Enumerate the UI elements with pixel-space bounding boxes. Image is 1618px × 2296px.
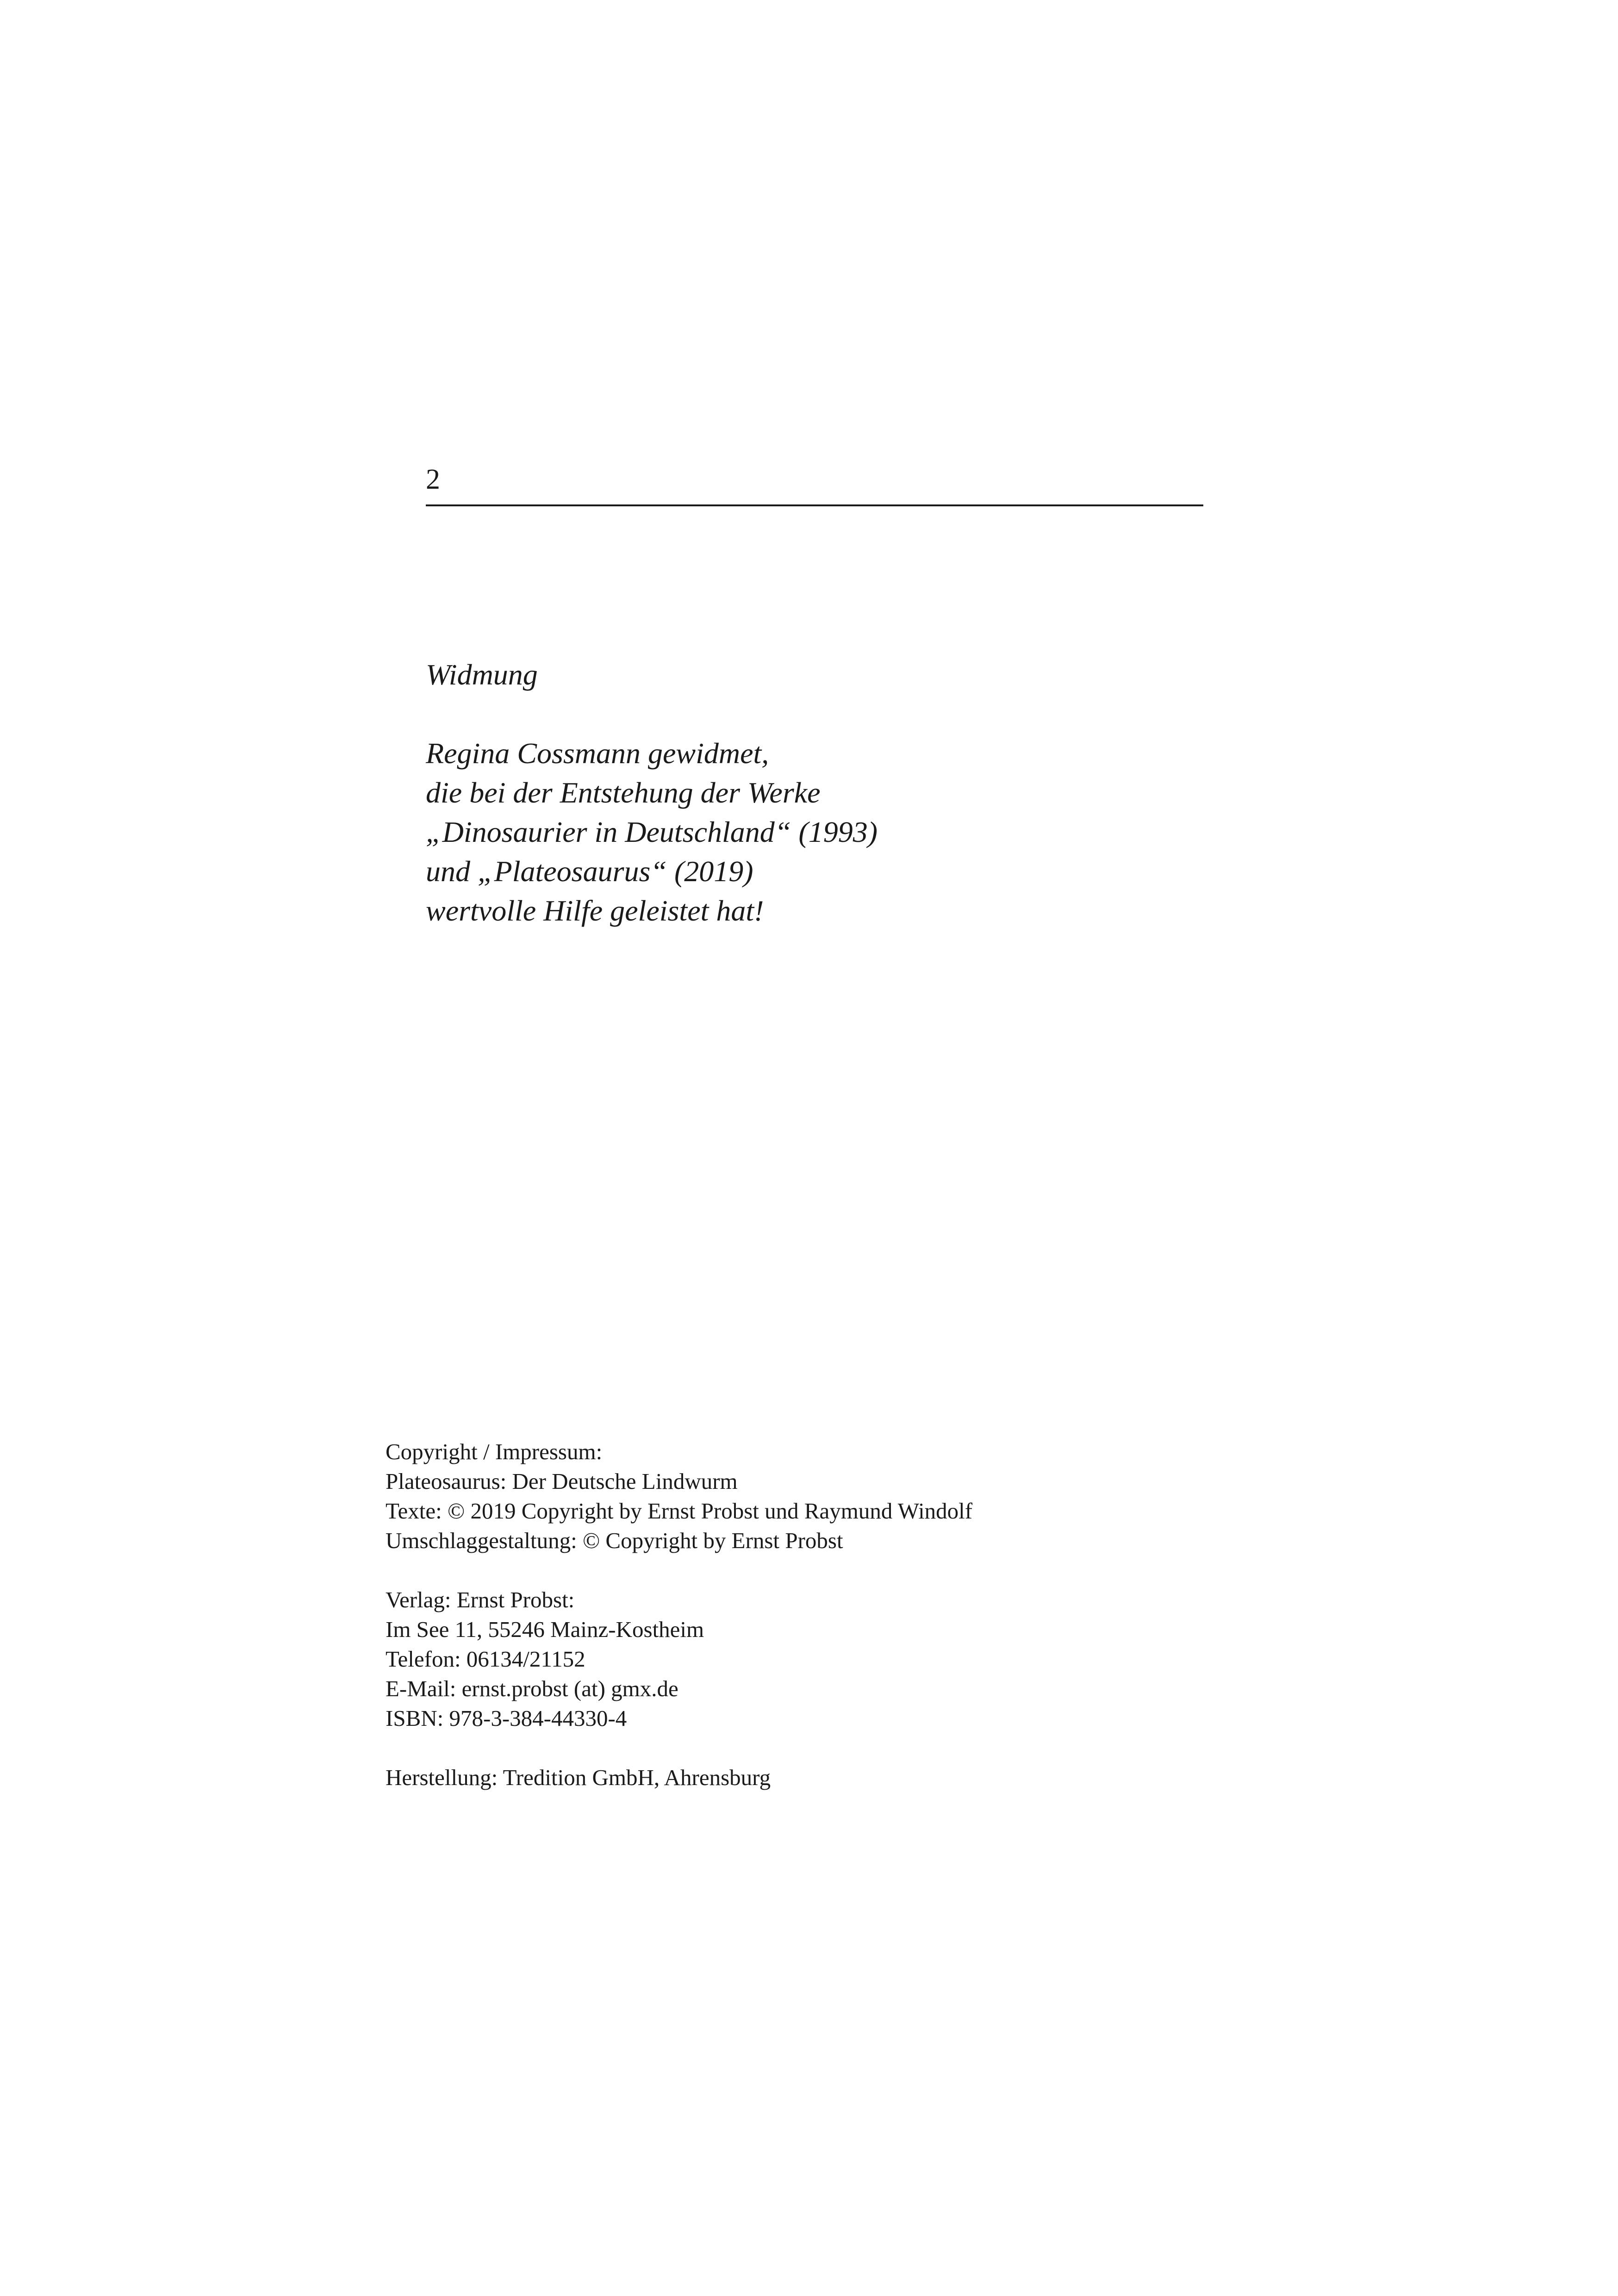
page-number: 2 [426, 464, 440, 495]
cover-copyright: Umschlaggestaltung: © Copyright by Ernst Probst [386, 1528, 843, 1553]
dedication-line: die bei der Entstehung der Werke [426, 776, 821, 809]
dedication-line: wertvolle Hilfe geleistet hat! [426, 894, 764, 927]
dedication-line: Regina Cossmann gewidmet, [426, 737, 769, 770]
isbn: ISBN: 978-3-384-44330-4 [386, 1705, 627, 1731]
imprint-block [386, 1437, 972, 1792]
dedication-block [426, 655, 877, 930]
publisher-phone: Telefon: 06134/21152 [386, 1646, 585, 1672]
dedication-line: „Dinosaurier in Deutschland“ (1993) [426, 815, 877, 848]
imprint-title: Copyright / Impressum: [386, 1439, 603, 1464]
dedication-line: und „Plateosaurus“ (2019) [426, 855, 753, 888]
book-title: Plateosaurus: Der Deutsche Lindwurm [386, 1468, 738, 1494]
header-rule [426, 504, 1203, 506]
production-group [386, 1763, 972, 1792]
copyright-group [386, 1437, 972, 1556]
dedication-heading: Widmung [426, 658, 538, 691]
texts-copyright: Texte: © 2019 Copyright by Ernst Probst und Raymund Windolf [386, 1498, 973, 1524]
publisher-address: Im See 11, 55246 Mainz-Kostheim [386, 1617, 704, 1642]
publisher-name: Verlag: Ernst Probst: [386, 1587, 575, 1612]
production-info: Herstellung: Tredition GmbH, Ahrensburg [386, 1765, 771, 1790]
publisher-email: E-Mail: ernst.probst (at) gmx.de [386, 1676, 678, 1701]
publisher-group [386, 1585, 972, 1733]
